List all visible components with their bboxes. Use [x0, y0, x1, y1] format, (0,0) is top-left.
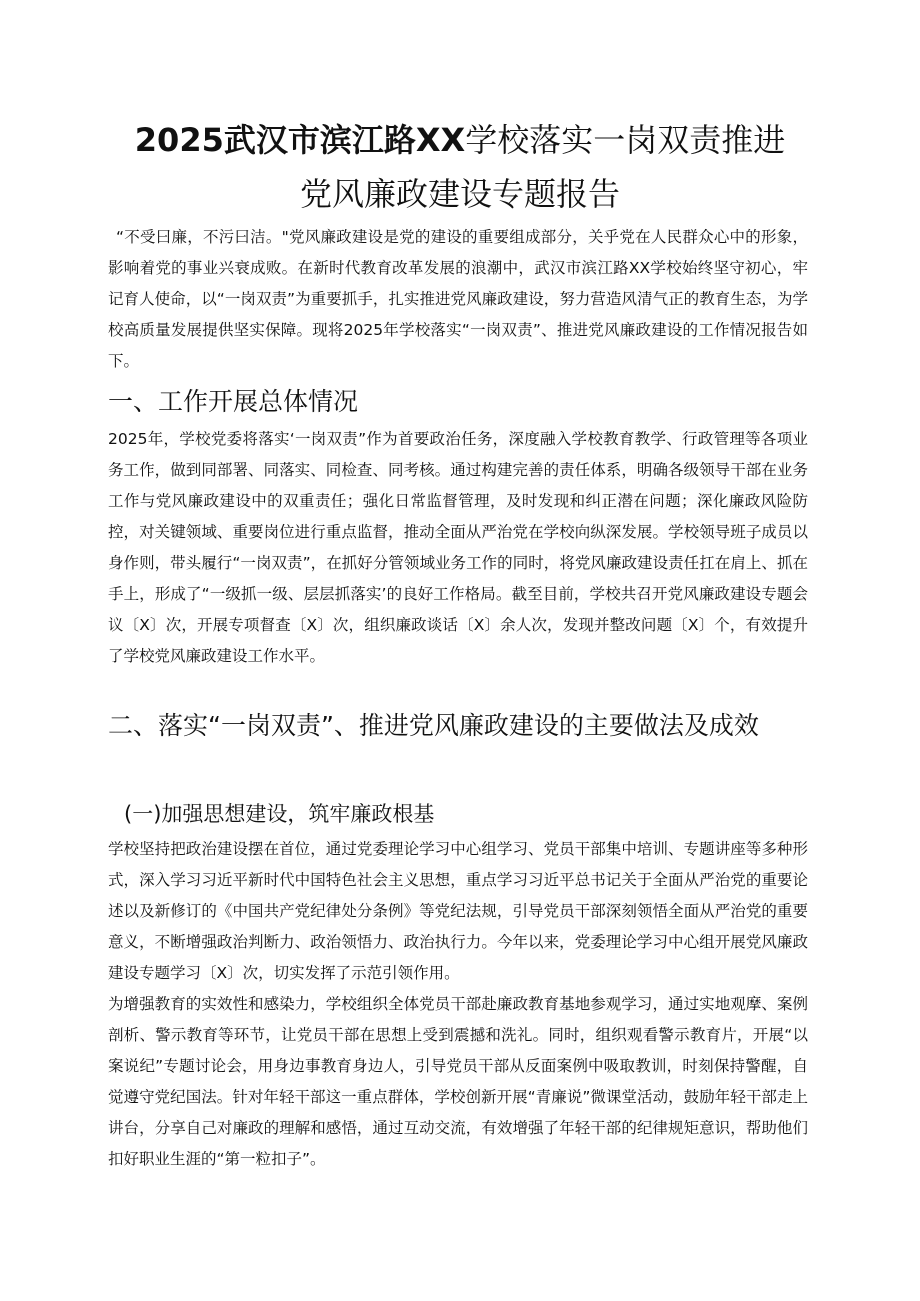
subsection-1-paragraph-1: 学校坚持把政治建设摆在首位，通过党委理论学习中心组学习、党员干部集中培训、专题讲座等多种形式，深入学习习近平新时代中国特色社会主义思想，重点学习习近平总书记关于全面从严治党的重要论述以及新修订的《中国共产党纪律处分条例》等党纪法规，引导党员干部深刻领悟全面从严治党的重要意义，不断增强政治判断力、政治领悟力、政治执行力。今年以来，党委理论学习中心组开展党风廉政建设专题学习〔X〕次，切实发挥了示范引领作用。	[108, 840, 808, 982]
document-title-line-1	[100, 116, 820, 164]
title-line-1-rest: 学校落实一岗双责推进	[465, 121, 786, 159]
document-title-line-2: 党风廉政建设专题报告	[299, 175, 620, 213]
section-1-body: 2025年，学校党委将落实‘一岗双责”作为首要政治任务，深度融入学校教育教学、行政管理等各项业务工作，做到同部署、同落实、同检查、同考核。通过构建完善的责任体系，明确各级领导干部在业务工作与党风廉政建设中的双重责任；强化日常监督管理，及时发现和纠正潜在问题；深化廉政风险防控，对关键领域、重要岗位进行重点监督，推动全面从严治党在学校向纵深发展。学校领导班子成员以身作则，带头履行“一岗双责”，在抓好分管领域业务工作的同时，将党风廉政建设责任扛在肩上、抓在手上，形成了“一级抓一级、层层抓落实’的良好工作格局。截至目前，学校共召开党风廉政建设专题会议〔X〕次，开展专项督查〔X〕次，组织廉政谈话〔X〕余人次，发现并整改问题〔X〕个，有效提升了学校党风廉政建设工作水平。	[108, 430, 808, 665]
intro-paragraph: “不受曰廉，不污曰洁。"党风廉政建设是党的建设的重要组成部分，关乎党在人民群众心中的形象，影响着党的事业兴衰成败。在新时代教育改革发展的浪潮中，武汉市滨江路XX学校始终坚守初心，牢记育人使命，以“一岗双责”为重要抓手，扎实推进党风廉政建设，努力营造风清气正的教育生态，为学校高质量发展提供坚实保障。现将2025年学校落实“一岗双责”、推进党风廉政建设的工作情况报告如下。	[108, 228, 808, 370]
title-bold-prefix: 2025武汉市滨江路XX	[134, 121, 466, 159]
subsection-1-heading: (一)加强思想建设，筑牢廉政根基	[124, 802, 435, 826]
subsection-1-paragraph-2: 为增强教育的实效性和感染力，学校组织全体党员干部赴廉政教育基地参观学习，通过实地观摩、案例剖析、警示教育等环节，让党员干部在思想上受到震撼和洗礼。同时，组织观看警示教育片，开展“以案说纪”专题讨论会，用身边事教育身边人，引导党员干部从反面案例中吸取教训，时刻保持警醒，自觉遵守党纪国法。针对年轻干部这一重点群体，学校创新开展“青廉说”微课堂活动，鼓励年轻干部走上讲台，分享自己对廉政的理解和感悟，通过互动交流，有效增强了年轻干部的纪律规矩意识，帮助他们扣好职业生涯的“第一粒扣子”。	[108, 995, 808, 1168]
section-1-heading: 一、工作开展总体情况	[108, 387, 359, 416]
section-2-heading: 二、落实“一岗双责”、推进党风廉政建设的主要做法及成效	[108, 711, 759, 740]
